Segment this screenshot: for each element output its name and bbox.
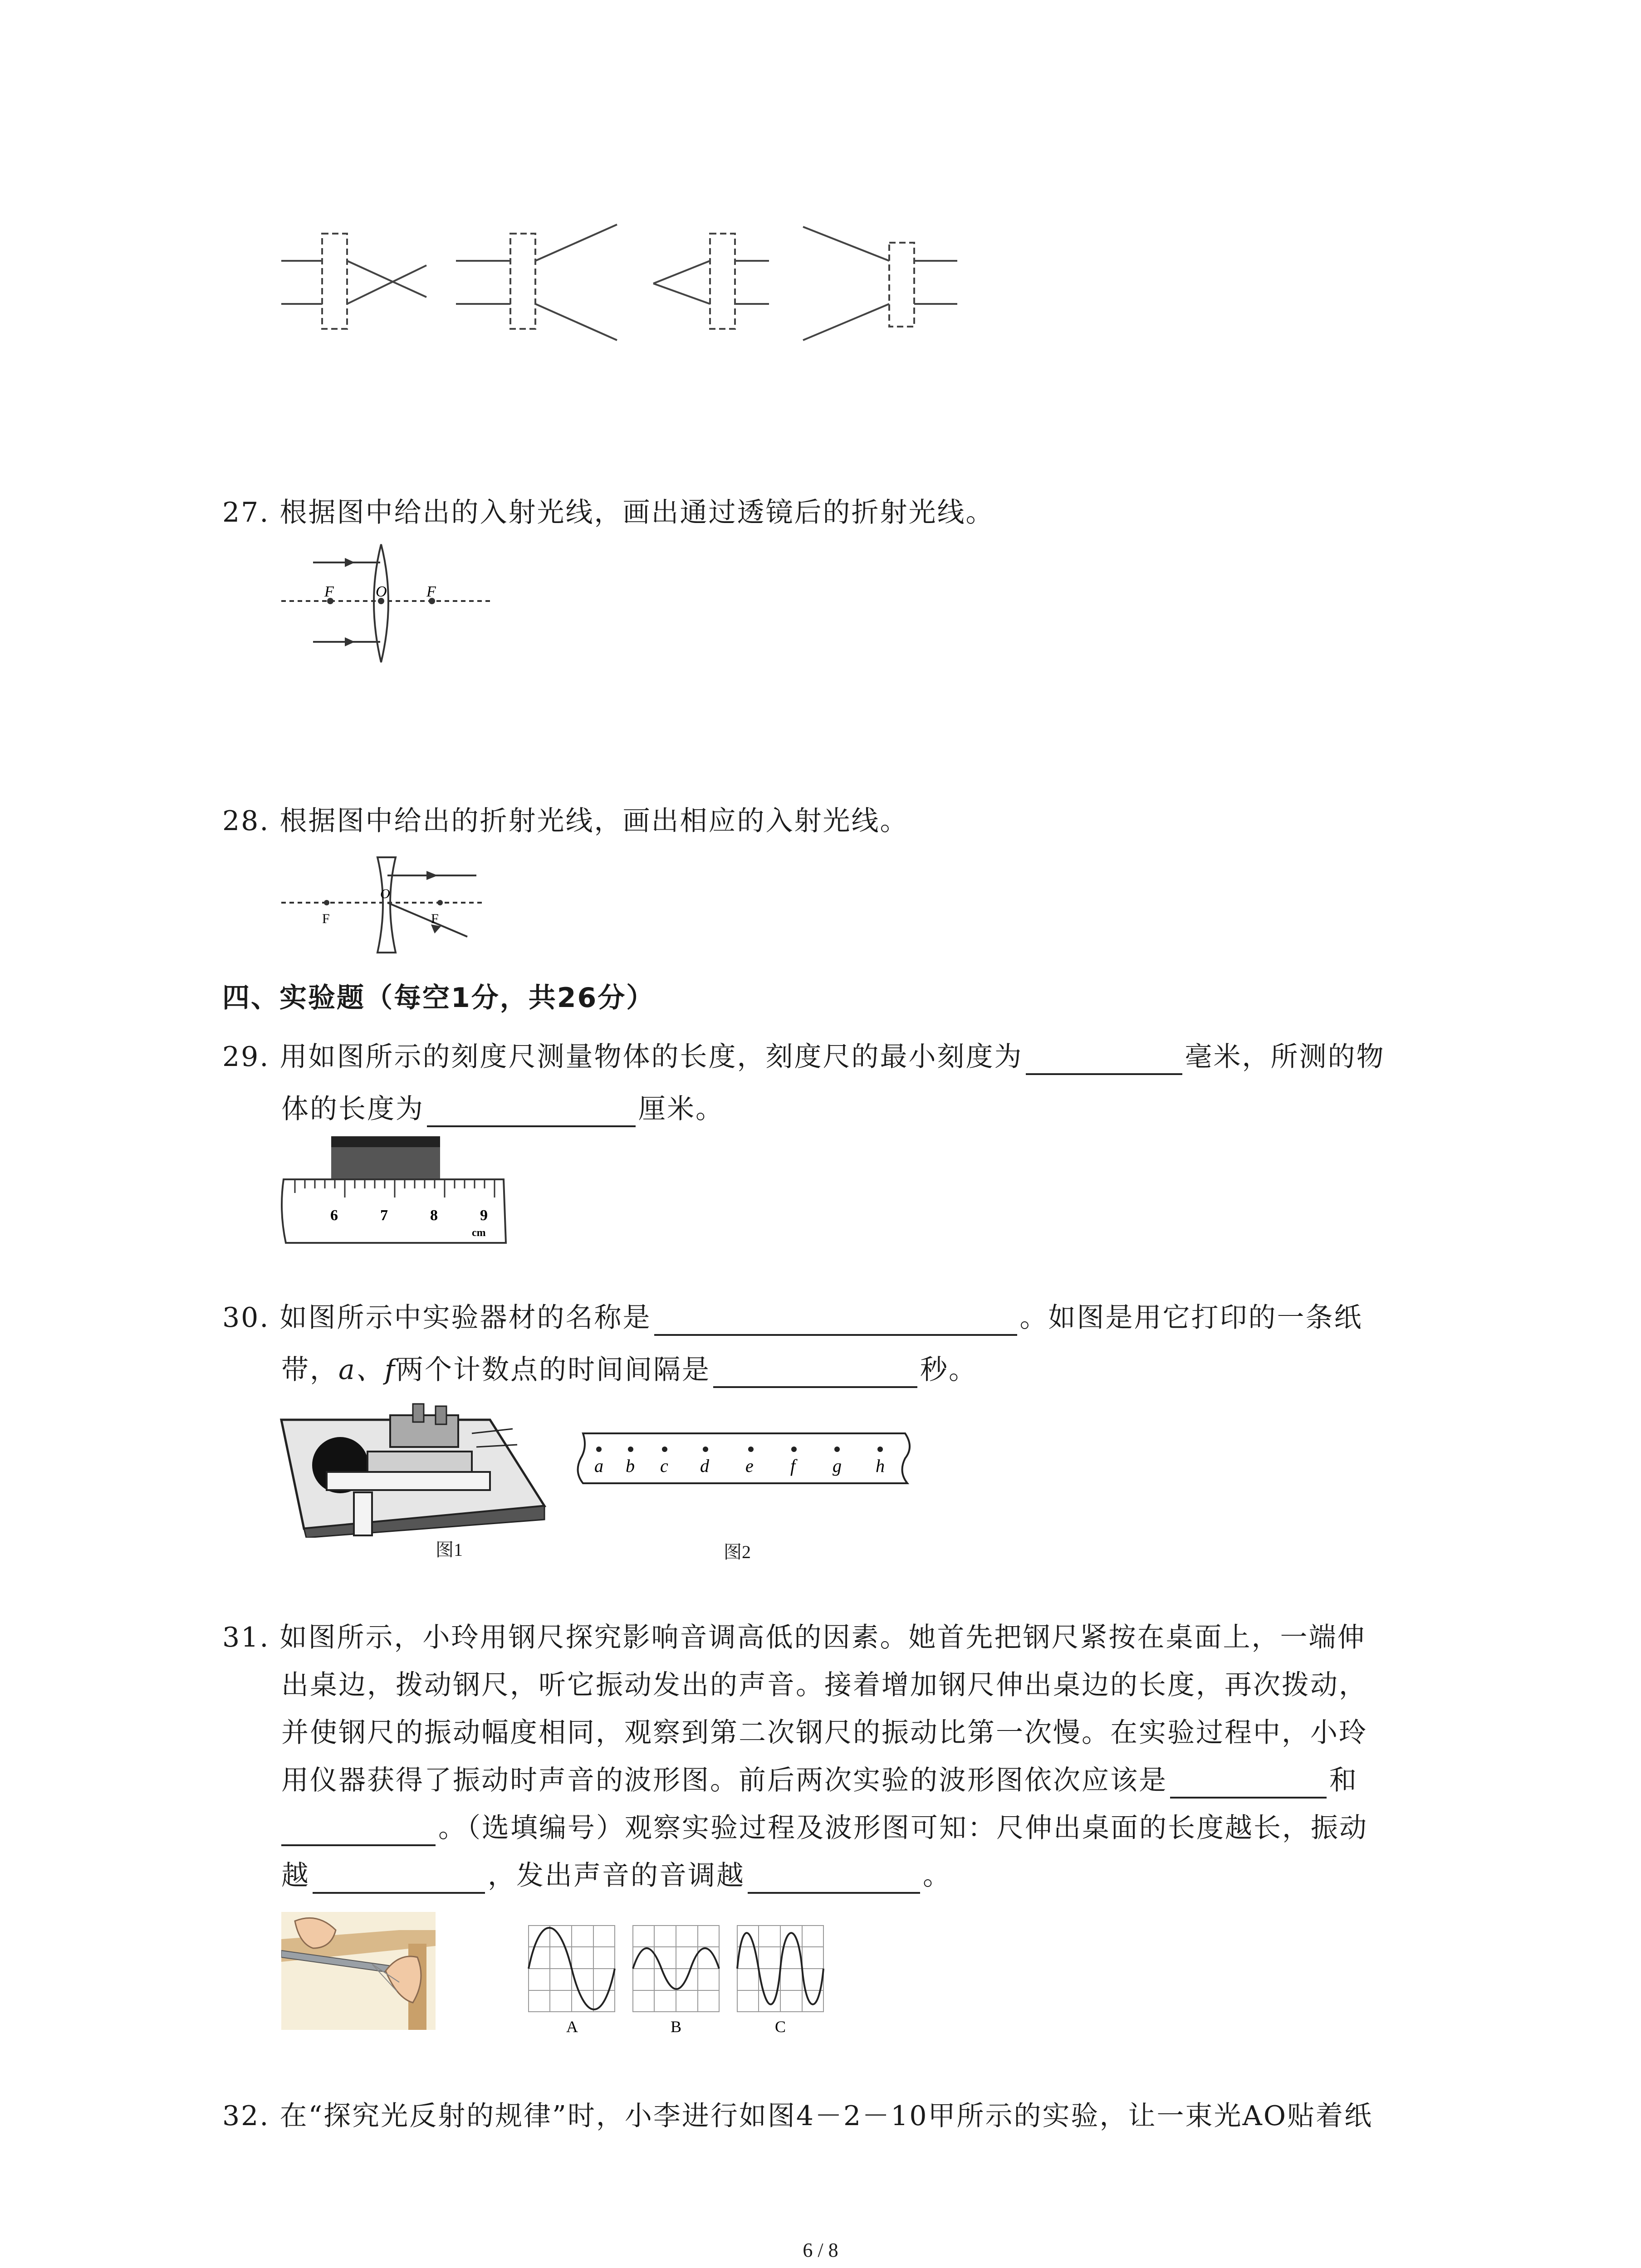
- q31-line-6: [281, 1857, 951, 1894]
- q31-blank-4[interactable]: [748, 1864, 920, 1894]
- ruler-tick-8: 8: [430, 1207, 438, 1224]
- q31-line-1: [222, 1619, 1366, 1656]
- q30-text-b: 。如图是用它打印的一条纸: [1019, 1302, 1363, 1334]
- q31-blank-3[interactable]: [313, 1864, 485, 1894]
- q30-text-d: 两个计数点的时间间隔是: [396, 1354, 710, 1386]
- q30-text-c: 带，: [281, 1354, 338, 1386]
- ruler-tick-7: 7: [380, 1207, 388, 1224]
- q29-line-2: [281, 1091, 724, 1127]
- tape-point-c: c: [660, 1456, 668, 1476]
- q31-text-6c: 。: [923, 1860, 951, 1892]
- q30-point-names: a、f: [338, 1354, 396, 1386]
- q27-text: [222, 494, 994, 531]
- q29-text-d: 厘米。: [638, 1093, 724, 1125]
- q29-blank-1[interactable]: [1026, 1045, 1182, 1075]
- wave-label-a: A: [566, 2018, 578, 2036]
- q30-line-2: [281, 1352, 977, 1388]
- q29-text-c: 体的长度为: [281, 1093, 424, 1125]
- q30-text-e: 秒。: [920, 1354, 977, 1386]
- q29-text-a: 用如图所示的刻度尺测量物体的长度，刻度尺的最小刻度为: [279, 1041, 1023, 1073]
- q29-line-1: [222, 1039, 1385, 1075]
- section-title: 四、实验题（每空1分，共26分）: [222, 982, 655, 1014]
- q27-number: 27.: [222, 497, 270, 528]
- q31-text-4b: 和: [1329, 1765, 1358, 1796]
- q31-line-3: 并使钢尺的振动幅度相同，观察到第二次钢尺的振动比第一次慢。在实验过程中，小玲: [281, 1717, 1367, 1749]
- ruler-tick-6: 6: [330, 1207, 338, 1224]
- q30-blank-1[interactable]: [654, 1306, 1017, 1336]
- q30-caption-2: 图2: [724, 1542, 751, 1562]
- q30-number: 30.: [222, 1302, 270, 1334]
- tape-point-b: b: [626, 1456, 635, 1476]
- q31-text-5: 。（选填编号）观察实验过程及波形图可知：尺伸出桌面的长度越长，振动: [438, 1812, 1368, 1844]
- q32-line-1: [222, 2098, 1373, 2134]
- q28-label-f-right: F: [431, 911, 439, 926]
- q30-text-a: 如图所示中实验器材的名称是: [279, 1302, 652, 1334]
- tape-point-d: d: [700, 1456, 709, 1476]
- q28-concave-lens-figure: [277, 853, 495, 962]
- wave-label-b: B: [671, 2018, 682, 2036]
- q27-convex-lens-figure: [277, 540, 495, 671]
- q28-prompt: 根据图中给出的折射光线，画出相应的入射光线。: [279, 805, 909, 837]
- q30-ticker-timer-figure: [277, 1402, 549, 1538]
- q31-number: 31.: [222, 1622, 270, 1653]
- q29-ruler-figure: [277, 1129, 513, 1252]
- q27-label-o: O: [376, 583, 387, 600]
- q27-prompt: 根据图中给出的入射光线，画出通过透镜后的折射光线。: [279, 497, 994, 528]
- q30-paper-tape-figure: [569, 1429, 919, 1488]
- q28-number: 28.: [222, 805, 270, 837]
- q28-label-f-left: F: [322, 911, 330, 926]
- q31-blank-1[interactable]: [1170, 1769, 1327, 1799]
- q31-line-2: 出桌边，拨动钢尺，听它振动发出的声音。接着增加钢尺伸出桌边的长度，再次拨动，: [281, 1669, 1367, 1701]
- q29-blank-2[interactable]: [427, 1097, 636, 1127]
- ruler-unit: cm: [472, 1227, 486, 1239]
- q30-line-1: [222, 1300, 1363, 1336]
- q31-text-4a: 用仪器获得了振动时声音的波形图。前后两次实验的波形图依次应该是: [281, 1765, 1167, 1796]
- tape-point-g: g: [833, 1456, 842, 1476]
- q30-blank-2[interactable]: [713, 1358, 917, 1388]
- wave-label-c: C: [775, 2018, 786, 2036]
- q29-number: 29.: [222, 1041, 270, 1073]
- q28-text: [222, 803, 909, 839]
- q27-label-f-right: F: [426, 583, 436, 600]
- q31-text-6b: ，发出声音的音调越: [488, 1860, 745, 1892]
- tape-point-a: a: [594, 1456, 603, 1476]
- lens-box-figure: [272, 218, 971, 354]
- ruler-tick-9: 9: [480, 1207, 488, 1224]
- q30-caption-1: 图1: [436, 1540, 463, 1560]
- q31-waveform-figure: [526, 1923, 830, 2037]
- tape-point-e: e: [745, 1456, 754, 1476]
- q31-line-4: [281, 1762, 1358, 1799]
- q28-label-o: O: [380, 886, 390, 901]
- q31-steel-ruler-figure: [281, 1912, 436, 2030]
- q32-text: 在“探究光反射的规律”时，小李进行如图4－2－10甲所示的实验，让一束光AO贴着纸: [279, 2100, 1373, 2132]
- q27-label-f-left: F: [324, 583, 334, 600]
- q31-text-1: 如图所示，小玲用钢尺探究影响音调高低的因素。她首先把钢尺紧按在桌面上，一端伸: [279, 1622, 1366, 1653]
- q31-blank-2[interactable]: [281, 1816, 436, 1846]
- tape-point-f: f: [790, 1456, 796, 1476]
- page-number: 6 / 8: [803, 2239, 838, 2261]
- q29-text-b: 毫米，所测的物: [1185, 1041, 1385, 1073]
- tape-point-h: h: [876, 1456, 885, 1476]
- q31-line-5: [281, 1810, 1368, 1846]
- q31-text-6a: 越: [281, 1860, 310, 1892]
- q32-number: 32.: [222, 2100, 270, 2132]
